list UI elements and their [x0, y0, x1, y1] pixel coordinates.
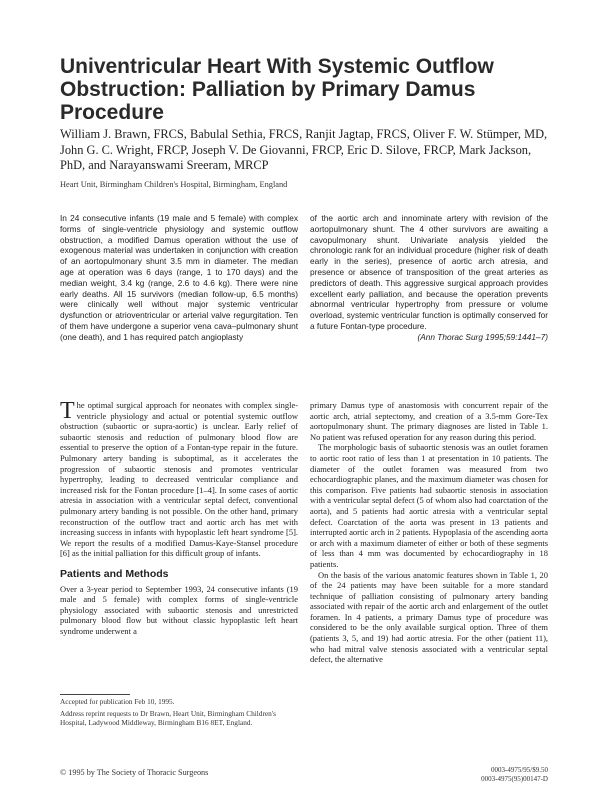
body-right-column [310, 400, 548, 665]
body-left-column [60, 400, 298, 636]
abstract-left-column [60, 213, 298, 343]
right-paragraph-1: primary Damus type of anastomosis with concurrent repair of the aortic arch, atrial septectomy, and creation of a 3.5-mm Gore-Tex aortopulmonary shunt. The primary diagnoses are listed in Table 1. No patient was refused operation for any reason during this period. [310, 400, 548, 442]
journal-citation: (Ann Thorac Surg 1995;59:1441–7) [417, 331, 548, 342]
publication-codes [470, 766, 548, 784]
drop-cap: T [60, 398, 75, 424]
copyright-notice: © 1995 by The Society of Thoracic Surgeons [60, 768, 209, 777]
methods-paragraph: Over a 3-year period to September 1993, 24 consecutive infants (19 male and 5 female) with complex forms of single-ventricle physiology associated with subaortic stenosis and unrestricted pulmonary blood flow but without classic hypoplastic left heart syndrome underwent a [60, 583, 298, 636]
abstract-text-left: In 24 consecutive infants (19 male and 5 female) with complex forms of single-ventricle physiology and systemic outflow obstruction, a modified Damus operation without the use of exogenous material was undertaken in conjunction with creation of an aortopulmonary shunt 3.5 mm in diameter. The median age at operation was 6 days (range, 1 to 170 days) and the median weight, 3.4 kg (range, 2.6 to 4.6 kg). There were nine early deaths. All 15 survivors (median follow-up, 6.5 months) were clinically well without major systemic ventricular dysfunction or atrioventricular or arterial valve regurgitation. Ten of them have undergone a superior vena cava–pulmonary shunt (one death), and 1 has required patch angioplasty [60, 213, 298, 342]
article-title: Univentricular Heart With Systemic Outflow Obstruction: Palliation by Primary Damus Procedure [60, 55, 494, 124]
section-heading-methods: Patients and Methods [60, 567, 169, 580]
right-paragraph-2: The morphologic basis of subaortic stenosis was an outlet foramen to aortic root ratio of less than 1 at presentation in 10 patients. The diameter of the outlet foramen was measured from two echocardiographic planes, and the maximum diameter was chosen for this comparison. Five patients had subaortic stenosis in association with a ventricular septal defect (5 of whom also had coarctation of the aorta), and 5 patients had aortic atresia with a ventricular septal defect. Coarctation of the aorta was present in 13 patients and interrupted aortic arch in 2 patients. Hypoplasia of the ascending aorta or arch with a maximum diameter of either or both of these segments of less than 4 mm was documented by echocardiography in 18 patients. [310, 442, 548, 569]
right-paragraph-3: On the basis of the various anatomic features shown in Table 1, 20 of the 24 patients may have been suitable for a more standard technique of palliation consisting of pulmonary artery banding associated with repair of the aortic arch and enlargement of the outlet foramen. In 4 patients, a primary Damus type of procedure was considered to be the only available surgical option. Three of them (patients 3, 5, and 19) had aortic atresia. For the other (patient 11), who had mitral valve stenosis associated with a ventricular septal defect, the alternative [310, 569, 548, 665]
intro-paragraph [60, 400, 298, 559]
abstract-right-column [310, 213, 548, 343]
author-list: William J. Brawn, FRCS, Babulal Sethia, FRCS, Ranjit Jagtap, FRCS, Oliver F. W. Stümper, MD, John G. C. Wright, FRCP, Joseph V. De Giovanni, FRCP, Eric D. Silove, FRCP, Mark Jackson, PhD, and Narayanswami Sreeram, MRCP [60, 127, 548, 172]
footnote-address: Address reprint requests to Dr Brawn, Heart Unit, Birmingham Children's Hospital, Ladywood Middleway, Birmingham B16 8ET, England. [60, 708, 276, 727]
affiliation: Heart Unit, Birmingham Children's Hospital, Birmingham, England [60, 180, 288, 189]
footnote-divider [60, 694, 130, 695]
issn-code: 0003-4975/95/$9.50 [491, 766, 548, 774]
intro-text: he optimal surgical approach for neonates with complex single-ventricle physiology and actual or potential systemic outflow obstruction (subaortic or supra-aortic) is unclear. Early relief of subaortic stenosis and reduction of pulmonary blood flow are essential to preserve the option of a Fontan-type repair in the future. Pulmonary artery banding is suboptimal, as it accelerates the progression of subaortic stenosis and promotes ventricular hypertrophy, leading to decreased ventricular compliance and increased risk for the Fontan procedure [1–4]. In some cases of aortic atresia in association with a ventricular septal defect, conventional pulmonary artery banding is not possible. On the other hand, primary reconstruction of the outflow tract and aortic arch has met with increasing success in infants with hypoplastic left heart syndrome [5]. We report the results of a modified Damus-Kaye-Stansel procedure [6] as the initial palliation for this difficult group of infants. [60, 400, 298, 559]
doi-code: 0003-4975(95)00147-D [481, 775, 548, 783]
footnotes [60, 698, 298, 730]
footnote-accepted: Accepted for publication Feb 10, 1995. [60, 697, 175, 706]
abstract-text-right: of the aortic arch and innominate artery with revision of the aortopulmonary shunt. The 4 other survivors are awaiting a cavopulmonary shunt. Univariate analysis yielded the chronologic rank for an individual procedure (higher risk of death early in the series), presence of aortic arch atresia, and presence or absence of transposition of the great arteries as predictors of death. This aggressive surgical approach provides excellent early palliation, and because the operation prevents abnormal ventricular hypertrophy from pressure or volume overload, systemic ventricular function is optimally conserved for a future Fontan-type procedure. [310, 213, 548, 331]
